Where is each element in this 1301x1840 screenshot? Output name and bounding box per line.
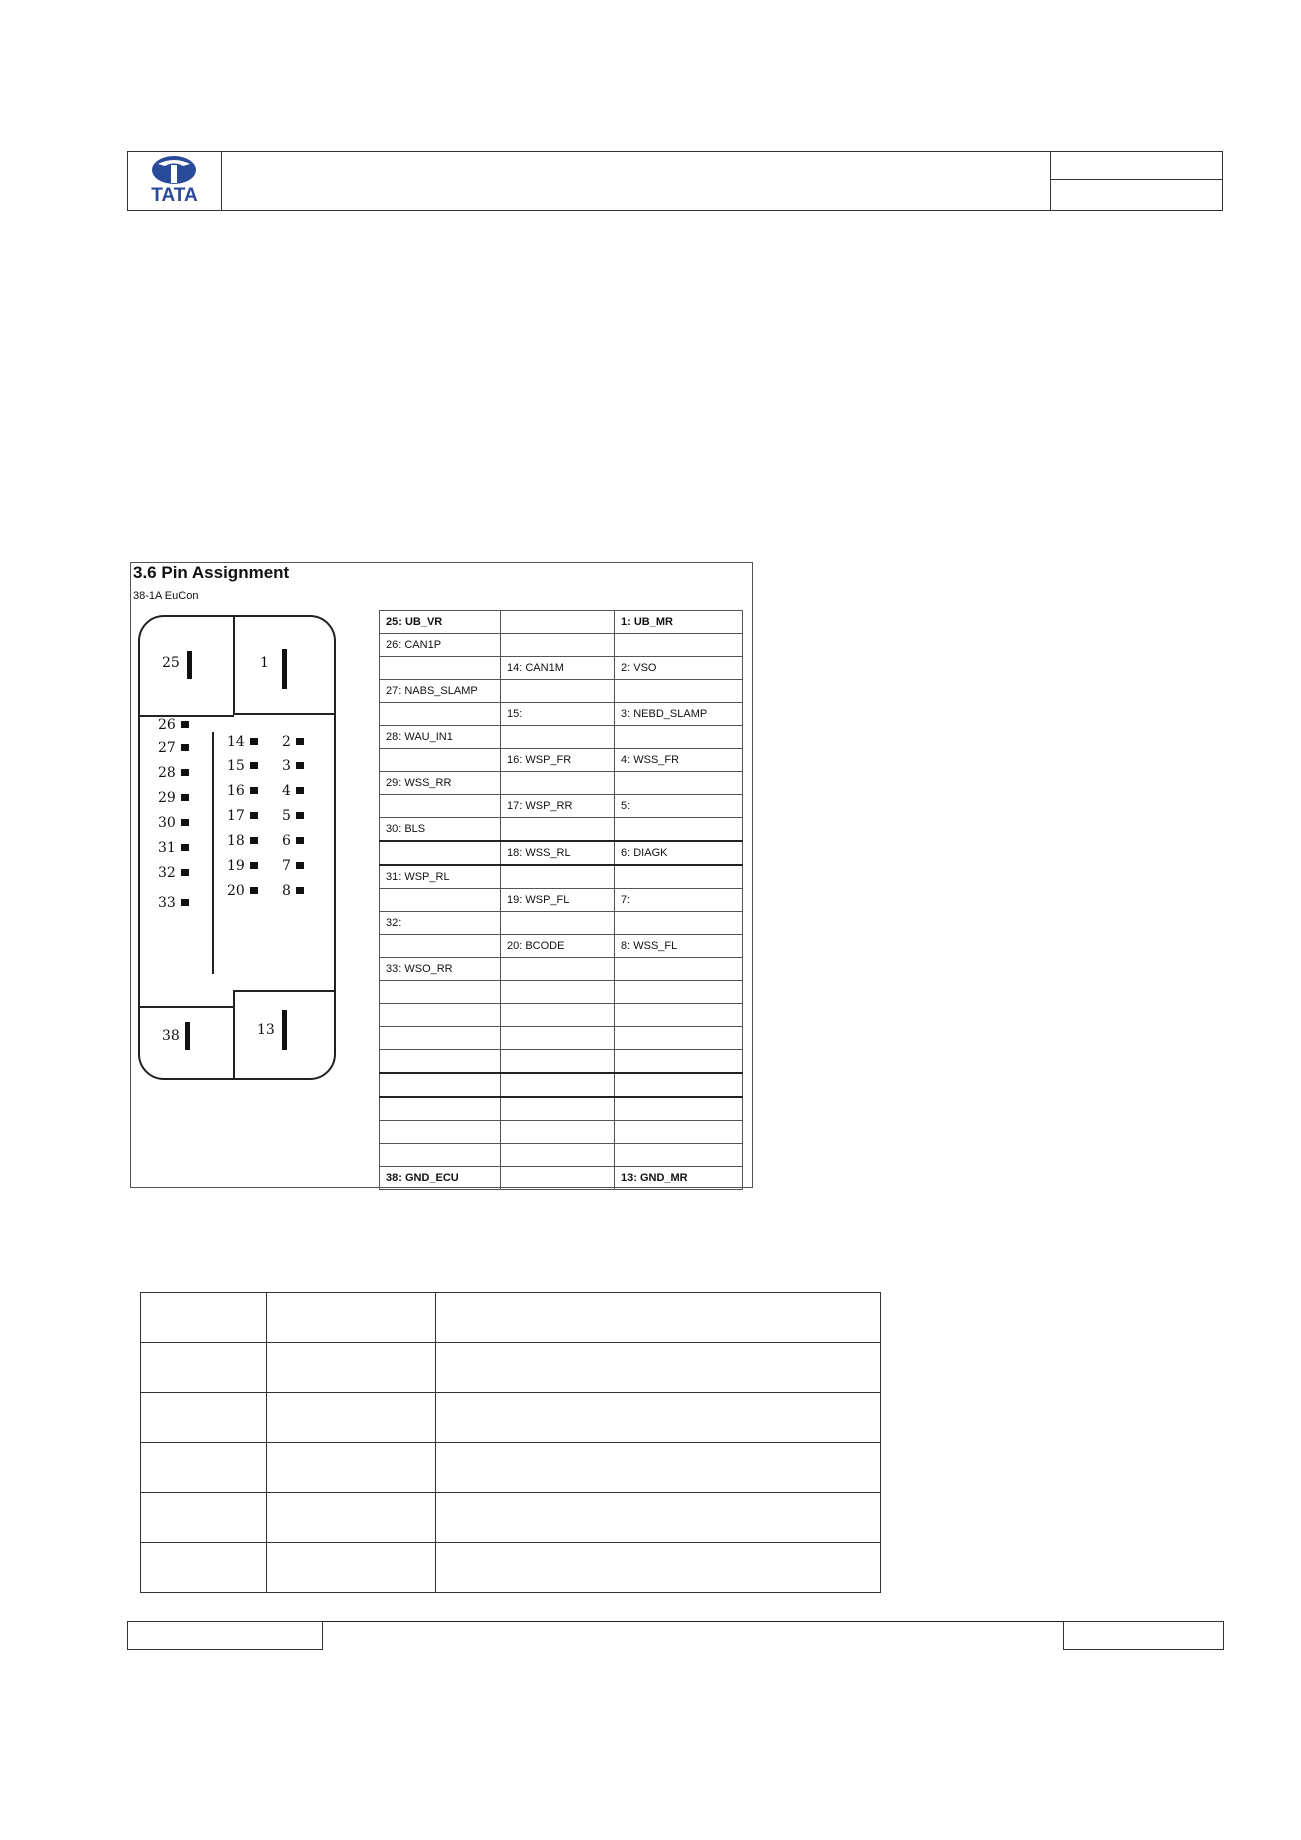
- table-cell: [267, 1393, 436, 1443]
- table-cell: [501, 865, 615, 889]
- pin-number: 2: [282, 734, 291, 750]
- table-cell: [380, 1097, 501, 1121]
- table-cell: [615, 1144, 743, 1167]
- table-cell: [615, 1097, 743, 1121]
- pin-terminal: [296, 837, 304, 844]
- table-cell: [436, 1393, 881, 1443]
- table-cell: [615, 772, 743, 795]
- pin-number: 25: [162, 655, 180, 671]
- table-cell: [380, 1027, 501, 1050]
- table-cell: 31: WSP_RL: [380, 865, 501, 889]
- pin-number: 16: [227, 783, 245, 799]
- table-cell: [267, 1443, 436, 1493]
- table-cell: [436, 1443, 881, 1493]
- table-row: [380, 657, 743, 680]
- pin-terminal: [250, 738, 258, 745]
- table-cell: [380, 935, 501, 958]
- table-row: [380, 749, 743, 772]
- table-row: [380, 1004, 743, 1027]
- table-cell: [436, 1293, 881, 1343]
- table-cell: [380, 703, 501, 726]
- table-cell: [615, 818, 743, 842]
- footer-rule: [323, 1621, 1063, 1622]
- table-cell: 2: VSO: [615, 657, 743, 680]
- table-cell: 14: CAN1M: [501, 657, 615, 680]
- table-cell: [501, 726, 615, 749]
- table-cell: 6: DIAGK: [615, 841, 743, 865]
- table-cell: [380, 795, 501, 818]
- header-ref-cell: [1050, 152, 1222, 210]
- pin-number: 7: [282, 858, 291, 874]
- table-cell: [501, 1073, 615, 1097]
- pin-terminal: [296, 738, 304, 745]
- pin-number: 26: [158, 717, 176, 733]
- pin-number: 31: [158, 840, 176, 856]
- table-row: [380, 1097, 743, 1121]
- table-cell: 25: UB_VR: [380, 611, 501, 634]
- table-cell: [501, 912, 615, 935]
- table-cell: 26: CAN1P: [380, 634, 501, 657]
- table-cell: [501, 1097, 615, 1121]
- pin-number: 13: [257, 1022, 275, 1038]
- pin-number: 33: [158, 895, 176, 911]
- connector-outline: [138, 615, 336, 1080]
- table-row: [380, 958, 743, 981]
- table-cell: [267, 1343, 436, 1393]
- table-cell: 19: WSP_FL: [501, 889, 615, 912]
- table-row: [380, 865, 743, 889]
- table-cell: [615, 981, 743, 1004]
- pin-number: 3: [282, 758, 291, 774]
- table-row: [380, 726, 743, 749]
- table-cell: [141, 1543, 267, 1593]
- table-cell: 33: WSO_RR: [380, 958, 501, 981]
- table-cell: [501, 1144, 615, 1167]
- table-cell: [380, 1050, 501, 1074]
- table-cell: [141, 1493, 267, 1543]
- table-cell: 1: UB_MR: [615, 611, 743, 634]
- table-cell: [501, 1027, 615, 1050]
- table-cell: [615, 726, 743, 749]
- figure-title: 3.6 Pin Assignment: [133, 563, 290, 582]
- table-cell: [380, 1004, 501, 1027]
- document-header: [127, 151, 1223, 211]
- pin-number: 18: [227, 833, 245, 849]
- pin-terminal: [181, 819, 189, 826]
- table-cell: 4: WSS_FR: [615, 749, 743, 772]
- table-row: [380, 680, 743, 703]
- pin-terminal: [250, 837, 258, 844]
- table-row: [141, 1543, 881, 1593]
- pin-terminal: [181, 794, 189, 801]
- table-cell: [436, 1543, 881, 1593]
- pin-number: 6: [282, 833, 291, 849]
- pin-number: 32: [158, 865, 176, 881]
- table-cell: [380, 749, 501, 772]
- table-cell: [380, 889, 501, 912]
- pin-terminal: [181, 769, 189, 776]
- table-cell: [501, 958, 615, 981]
- table-row: [380, 1027, 743, 1050]
- table-cell: 15:: [501, 703, 615, 726]
- table-row: [380, 935, 743, 958]
- table-cell: [501, 1121, 615, 1144]
- table-cell: [436, 1493, 881, 1543]
- pin-number: 29: [158, 790, 176, 806]
- logo-cell: [128, 152, 222, 210]
- pin-terminal: [181, 721, 189, 728]
- table-row: [380, 772, 743, 795]
- pin-terminal: [296, 887, 304, 894]
- table-row: [380, 1167, 743, 1190]
- pin-number: 38: [162, 1028, 180, 1044]
- table-cell: 5:: [615, 795, 743, 818]
- table-cell: 3: NEBD_SLAMP: [615, 703, 743, 726]
- table-row: [380, 981, 743, 1004]
- table-cell: [267, 1493, 436, 1543]
- pin-terminal: [181, 869, 189, 876]
- table-cell: [501, 634, 615, 657]
- table-cell: 17: WSP_RR: [501, 795, 615, 818]
- table-row: [141, 1343, 881, 1393]
- table-row: [380, 703, 743, 726]
- pin-number: 20: [227, 883, 245, 899]
- pin-number: 14: [227, 734, 245, 750]
- pin-terminal: [296, 812, 304, 819]
- table-row: [380, 889, 743, 912]
- table-row: [380, 1144, 743, 1167]
- pin-terminal: [181, 899, 189, 906]
- table-cell: [615, 1027, 743, 1050]
- pin-assignment-figure: [130, 562, 753, 1188]
- table-cell: [436, 1343, 881, 1393]
- table-cell: [615, 1121, 743, 1144]
- table-cell: [615, 1050, 743, 1074]
- table-cell: 28: WAU_IN1: [380, 726, 501, 749]
- table-cell: [380, 1073, 501, 1097]
- table-cell: [501, 1050, 615, 1074]
- table-cell: 13: GND_MR: [615, 1167, 743, 1190]
- table-row: [380, 1073, 743, 1097]
- figure-subtitle: 38-1A EuCon: [133, 590, 199, 602]
- table-cell: [141, 1343, 267, 1393]
- blank-record-table: [140, 1292, 881, 1593]
- table-cell: [380, 1144, 501, 1167]
- pin-terminal: [282, 1010, 287, 1050]
- table-row: [141, 1293, 881, 1343]
- table-cell: 32:: [380, 912, 501, 935]
- table-cell: [380, 981, 501, 1004]
- table-row: [141, 1443, 881, 1493]
- table-row: [380, 634, 743, 657]
- table-cell: [501, 981, 615, 1004]
- table-cell: [501, 611, 615, 634]
- pin-number: 17: [227, 808, 245, 824]
- table-cell: [141, 1443, 267, 1493]
- table-cell: [501, 818, 615, 842]
- pin-terminal: [250, 887, 258, 894]
- table-row: [380, 841, 743, 865]
- pin-terminal: [296, 787, 304, 794]
- pin-number: 30: [158, 815, 176, 831]
- footer-right-box: [1063, 1621, 1224, 1650]
- pin-terminal: [282, 649, 287, 689]
- table-cell: 27: NABS_SLAMP: [380, 680, 501, 703]
- footer-left-box: [127, 1621, 323, 1650]
- brand-wordmark: TATA: [151, 185, 198, 206]
- table-cell: [141, 1293, 267, 1343]
- table-cell: 29: WSS_RR: [380, 772, 501, 795]
- table-cell: [141, 1393, 267, 1443]
- pin-number: 1: [260, 655, 269, 671]
- pin-terminal: [185, 1022, 190, 1050]
- pin-number: 15: [227, 758, 245, 774]
- table-cell: [501, 1167, 615, 1190]
- pin-terminal: [187, 651, 192, 679]
- pin-number: 8: [282, 883, 291, 899]
- table-cell: [615, 865, 743, 889]
- table-cell: [501, 680, 615, 703]
- table-row: [380, 912, 743, 935]
- pin-terminal: [296, 862, 304, 869]
- table-cell: [615, 958, 743, 981]
- table-cell: [615, 680, 743, 703]
- table-cell: 30: BLS: [380, 818, 501, 842]
- pin-terminal: [250, 787, 258, 794]
- pin-number: 5: [282, 808, 291, 824]
- table-row: [380, 611, 743, 634]
- table-cell: 16: WSP_FR: [501, 749, 615, 772]
- pin-terminal: [250, 862, 258, 869]
- table-row: [141, 1393, 881, 1443]
- pin-assignment-table: [379, 610, 743, 1190]
- pin-terminal: [250, 812, 258, 819]
- table-row: [380, 818, 743, 842]
- pin-terminal: [181, 744, 189, 751]
- table-cell: [615, 1004, 743, 1027]
- table-cell: [501, 1004, 615, 1027]
- pin-number: 28: [158, 765, 176, 781]
- table-cell: [267, 1543, 436, 1593]
- pin-terminal: [250, 762, 258, 769]
- table-cell: 38: GND_ECU: [380, 1167, 501, 1190]
- table-row: [141, 1493, 881, 1543]
- table-cell: [380, 657, 501, 680]
- table-cell: 7:: [615, 889, 743, 912]
- table-cell: [267, 1293, 436, 1343]
- table-row: [380, 1050, 743, 1074]
- table-cell: 8: WSS_FL: [615, 935, 743, 958]
- table-cell: 18: WSS_RL: [501, 841, 615, 865]
- table-cell: [380, 1121, 501, 1144]
- pin-terminal: [181, 844, 189, 851]
- table-row: [380, 1121, 743, 1144]
- pin-number: 27: [158, 740, 176, 756]
- table-cell: [615, 912, 743, 935]
- table-cell: [501, 772, 615, 795]
- table-row: [380, 795, 743, 818]
- pin-number: 19: [227, 858, 245, 874]
- table-cell: [380, 841, 501, 865]
- table-cell: [615, 634, 743, 657]
- table-cell: 20: BCODE: [501, 935, 615, 958]
- table-cell: [615, 1073, 743, 1097]
- pin-number: 4: [282, 783, 291, 799]
- pin-terminal: [296, 762, 304, 769]
